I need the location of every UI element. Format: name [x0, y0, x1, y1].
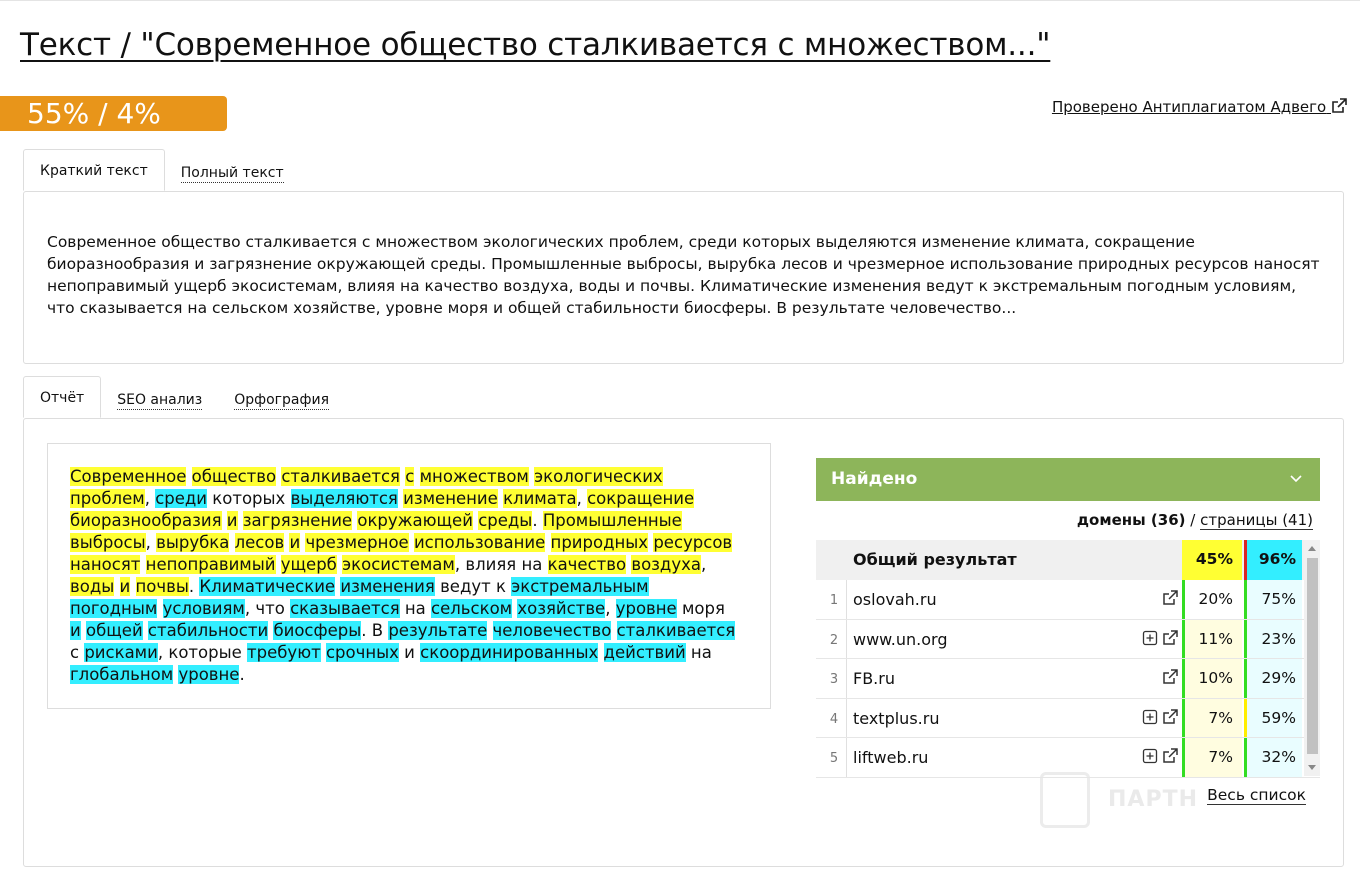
tab-seo[interactable] [101, 380, 218, 418]
percent-2: 29% [1244, 659, 1302, 698]
text-fragment [186, 467, 191, 486]
highlighted-word: почвы [135, 577, 189, 596]
text-fragment [598, 643, 603, 662]
highlighted-word: хозяйстве [517, 599, 606, 618]
highlighted-word: проблем [70, 489, 145, 508]
text-fragment: , которые [157, 643, 248, 662]
percent-1: 11% [1182, 620, 1242, 659]
text-fragment: , влияя на [454, 555, 548, 574]
text-fragment: . [532, 511, 543, 530]
highlighted-word: Промышленные [542, 511, 682, 530]
highlighted-word: среды [478, 511, 533, 530]
highlighted-word: изменение [403, 489, 498, 508]
highlighted-word: качество [547, 555, 627, 574]
tab-full-text-label: Полный текст [180, 165, 284, 181]
row-actions [1162, 590, 1178, 606]
text-fragment: , что [244, 599, 291, 618]
text-fragment [229, 533, 234, 552]
percent-1: 7% [1182, 699, 1242, 738]
domain-name[interactable]: textplus.ru [853, 708, 940, 728]
highlighted-word: Климатические [199, 577, 336, 596]
scroll-thumb[interactable] [1307, 558, 1318, 754]
text-fragment [414, 467, 419, 486]
highlighted-word: климата [503, 489, 577, 508]
pages-count-link[interactable]: страницы (41) [1200, 511, 1313, 529]
tab-spelling-label: Орфография [234, 392, 329, 408]
watermark-text: ПАРТН [1108, 787, 1198, 812]
text-fragment [130, 577, 135, 596]
result-row[interactable] [816, 659, 1320, 699]
external-link-icon[interactable] [1162, 630, 1178, 646]
highlighted-word: воды [70, 577, 115, 596]
external-link-icon[interactable] [1162, 669, 1178, 685]
top-border [0, 0, 1360, 1]
highlighted-word: сталкивается [616, 621, 736, 640]
domain-name[interactable]: www.un.org [853, 629, 948, 649]
highlighted-word: выбросы [70, 533, 146, 552]
short-text: Современное общество сталкивается с множеством экологических проблем, среди которых выделяются изменение климата, сокращение биоразнообразия и загрязнение окружающей среды. Промышленные выбросы, вырубка лесов и чрезмерное использование природных ресурсов наносят непоправимый ущерб экосистемам, влияя на качество воздуха, воды и почвы. Климатические изменения ведут к экстремальным погодным условиям, что сказывается на сельском хозяйстве, уровне моря и общей стабильности биосферы. В результате человечество... [47, 233, 1320, 317]
result-row[interactable] [816, 738, 1320, 778]
tab-report[interactable] [23, 376, 101, 418]
highlighted-word: условиям [162, 599, 245, 618]
results-scrollbar[interactable] [1304, 540, 1320, 776]
highlighted-word: непоправимый [145, 555, 276, 574]
results-table [816, 540, 1320, 778]
row-number: 3 [829, 672, 839, 687]
result-row[interactable] [816, 699, 1320, 739]
row-actions [1142, 709, 1178, 725]
highlighted-word: экосистемам [342, 555, 455, 574]
advego-checked-label: Проверено Антиплагиатом Адвего [1051, 98, 1327, 116]
tab-short-text-label: Краткий текст [40, 163, 148, 179]
percent-2: 32% [1244, 738, 1302, 777]
results-total-row [816, 540, 1320, 580]
domain-name[interactable]: oslovah.ru [853, 590, 937, 609]
percent-2: 75% [1244, 580, 1302, 619]
text-fragment [157, 599, 162, 618]
text-fragment: , [144, 489, 156, 508]
domains-pages-separator: / [1190, 511, 1196, 529]
text-fragment [611, 621, 616, 640]
tab-short-text[interactable] [23, 149, 165, 191]
found-header-label: Найдено [831, 469, 918, 489]
highlighted-word: лесов [234, 533, 285, 552]
highlighted-word: сокращение [587, 489, 695, 508]
row-separator [846, 620, 847, 659]
highlighted-word: сельском [431, 599, 513, 618]
text-fragment [238, 511, 243, 530]
text-fragment: с [70, 643, 85, 662]
total-percent-1: 45% [1182, 540, 1242, 580]
external-link-icon [1331, 98, 1347, 114]
text-fragment: на [399, 599, 432, 618]
highlighted-word: биосферы [273, 621, 362, 640]
text-fragment: и [398, 643, 421, 662]
domain-name[interactable]: FB.ru [853, 669, 895, 688]
highlighted-word: экологических [534, 467, 663, 486]
highlighted-word: среди [155, 489, 208, 508]
highlighted-word: биоразнообразия [70, 511, 222, 530]
expand-plus-icon[interactable] [1142, 630, 1158, 646]
row-separator [846, 738, 847, 777]
row-actions [1142, 748, 1178, 764]
tab-spelling[interactable] [218, 380, 345, 418]
highlighted-word: выделяются [290, 489, 398, 508]
highlighted-word: результате [388, 621, 488, 640]
text-fragment [487, 621, 492, 640]
highlighted-word: ущерб [280, 555, 337, 574]
highlighted-word: природных [550, 533, 649, 552]
text-fragment: . [188, 577, 200, 596]
highlighted-text [70, 466, 740, 686]
external-link-icon[interactable] [1162, 748, 1178, 764]
percent-1: 10% [1182, 659, 1242, 698]
page-title: Текст / "Современное общество сталкивается с множеством..." [20, 27, 1051, 63]
highlighted-word: общей [85, 621, 143, 640]
text-fragment [114, 577, 119, 596]
highlighted-word: и [226, 511, 238, 530]
row-actions [1142, 630, 1178, 646]
highlighted-word: сталкивается [281, 467, 400, 486]
row-number: 2 [829, 632, 839, 648]
expand-plus-icon[interactable] [1142, 709, 1158, 725]
scroll-up-arrow[interactable] [1308, 546, 1316, 551]
result-row[interactable] [816, 580, 1320, 620]
highlighted-word: уровне [615, 599, 677, 618]
text-fragment: , [145, 533, 157, 552]
report-tabs [23, 378, 345, 418]
percent-1: 7% [1182, 738, 1242, 777]
highlighted-word: наносят [70, 555, 141, 574]
highlighted-word: и [70, 621, 81, 640]
highlighted-word: вырубка [156, 533, 230, 552]
highlighted-word: скоординированных [420, 643, 599, 662]
text-fragment: , [576, 489, 588, 508]
highlighted-word: использование [413, 533, 546, 552]
text-fragment [140, 555, 145, 574]
highlighted-word: окружающей [357, 511, 473, 530]
total-label: Общий результат [853, 550, 1017, 569]
highlighted-word: чрезмерное [305, 533, 409, 552]
highlighted-word: с [405, 467, 415, 486]
full-list-link[interactable]: Весь список [1207, 786, 1306, 804]
highlighted-word: срочных [325, 643, 399, 662]
text-fragment [276, 555, 281, 574]
highlighted-word: и [289, 533, 301, 552]
external-link-icon[interactable] [1162, 709, 1178, 725]
text-tabs [23, 151, 300, 191]
score-badge: 55% / 4% [0, 96, 227, 131]
percent-2: 59% [1244, 699, 1302, 738]
external-link-icon[interactable] [1162, 590, 1178, 606]
domains-count[interactable]: домены (36) [1076, 511, 1186, 529]
row-number: 1 [829, 593, 839, 608]
tab-full-text[interactable] [165, 153, 300, 191]
domains-pages-switch [1077, 511, 1313, 529]
highlighted-word: стабильности [147, 621, 269, 640]
chevron-down-icon [1288, 470, 1304, 486]
scroll-down-arrow[interactable] [1308, 765, 1316, 770]
text-fragment: моря [676, 599, 725, 618]
row-number: 4 [829, 711, 839, 727]
row-separator [846, 580, 847, 619]
highlighted-word: Современное [70, 467, 187, 486]
total-percent-2: 96% [1244, 540, 1302, 580]
result-row[interactable] [816, 620, 1320, 660]
highlighted-word: изменения [340, 577, 435, 596]
row-separator [846, 659, 847, 698]
percent-1: 20% [1182, 580, 1242, 619]
highlighted-word: сказывается [290, 599, 400, 618]
highlighted-word: общество [191, 467, 277, 486]
tab-report-label: Отчёт [40, 390, 85, 406]
highlighted-word: человечество [492, 621, 612, 640]
text-fragment: которых [207, 489, 291, 508]
highlighted-word: экстремальным [511, 577, 649, 596]
tab-seo-label: SEO анализ [117, 392, 203, 408]
highlighted-word: действий [603, 643, 686, 662]
found-header[interactable] [816, 458, 1320, 501]
text-fragment: на [685, 643, 712, 662]
highlighted-word: глобальном [70, 665, 174, 684]
row-actions [1162, 669, 1178, 685]
text-fragment: . В [361, 621, 389, 640]
highlighted-word: рисками [84, 643, 158, 662]
text-fragment: . [239, 665, 245, 684]
expand-plus-icon[interactable] [1142, 748, 1158, 764]
percent-2: 23% [1244, 620, 1302, 659]
text-fragment [222, 511, 227, 530]
watermark-logo [1040, 772, 1090, 828]
highlighted-word: уровне [178, 665, 240, 684]
highlighted-word: погодным [70, 599, 158, 618]
highlighted-word: воздуха [631, 555, 701, 574]
highlighted-word: ресурсов [653, 533, 733, 552]
domain-name[interactable]: liftweb.ru [853, 748, 929, 767]
row-separator [846, 699, 847, 738]
advego-checked-link[interactable] [1052, 98, 1347, 116]
highlighted-word: загрязнение [242, 511, 353, 530]
row-number: 5 [829, 751, 839, 766]
text-fragment: ведут к [434, 577, 512, 596]
highlighted-word: требуют [247, 643, 321, 662]
highlighted-word: множеством [419, 467, 529, 486]
text-fragment: , [701, 555, 707, 574]
text-fragment [545, 533, 550, 552]
highlighted-word: и [119, 577, 131, 596]
watermark [1040, 772, 1198, 828]
text-fragment: , [605, 599, 616, 618]
